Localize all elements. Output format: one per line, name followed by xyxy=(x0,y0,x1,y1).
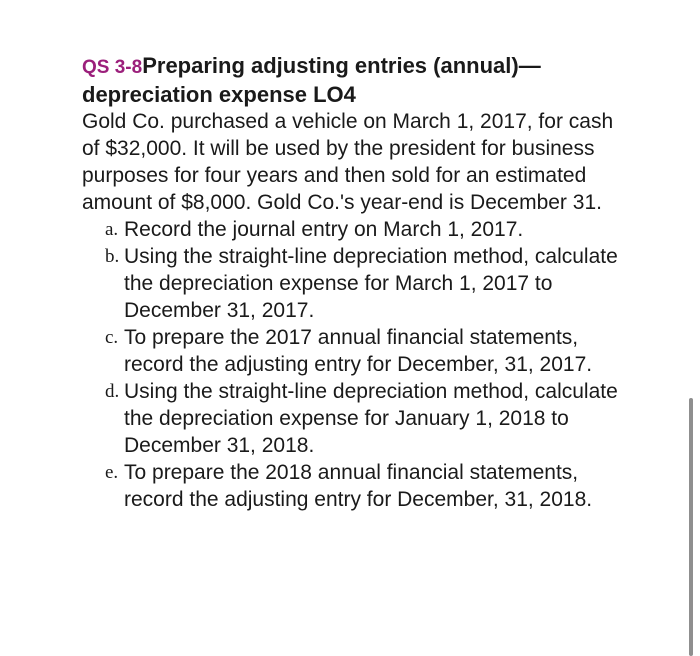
item-letter: a. xyxy=(105,219,119,240)
question-item-d xyxy=(82,378,627,459)
question-item-e xyxy=(82,459,627,513)
question-items xyxy=(82,216,627,513)
question-intro: Gold Co. purchased a vehicle on March 1, 2017, for cash of $32,000. It will be used by the president for business purposes for four years and then sold for an estimated amount of $8,000. Gold Co.'s year-end is December 31. xyxy=(82,110,614,214)
item-text: To prepare the 2018 annual financial statements, record the adjusting entry for December, 31, 2018. xyxy=(124,461,593,511)
question-item-c xyxy=(82,324,627,378)
item-text: To prepare the 2017 annual financial statements, record the adjusting entry for December, 31, 2017. xyxy=(124,326,593,376)
vertical-scrollbar[interactable] xyxy=(689,398,693,656)
item-text: Using the straight-line depreciation method, calculate the depreciation expense for March 1, 2017 to December 31, 2017. xyxy=(124,245,618,322)
question-content xyxy=(82,52,627,513)
question-title: Preparing adjusting entries (annual)—depreciation expense LO4 xyxy=(82,53,541,107)
item-letter: b. xyxy=(105,246,120,267)
item-letter: d. xyxy=(105,381,120,402)
question-item-a xyxy=(82,216,627,243)
item-letter: c. xyxy=(105,327,119,348)
item-letter: e. xyxy=(105,462,119,483)
item-text: Record the journal entry on March 1, 2017. xyxy=(124,218,524,241)
question-item-b xyxy=(82,243,627,324)
question-label: QS 3-8 xyxy=(82,57,143,78)
question-heading xyxy=(82,52,627,108)
item-text: Using the straight-line depreciation method, calculate the depreciation expense for January 1, 2018 to December 31, 2018. xyxy=(124,380,618,457)
